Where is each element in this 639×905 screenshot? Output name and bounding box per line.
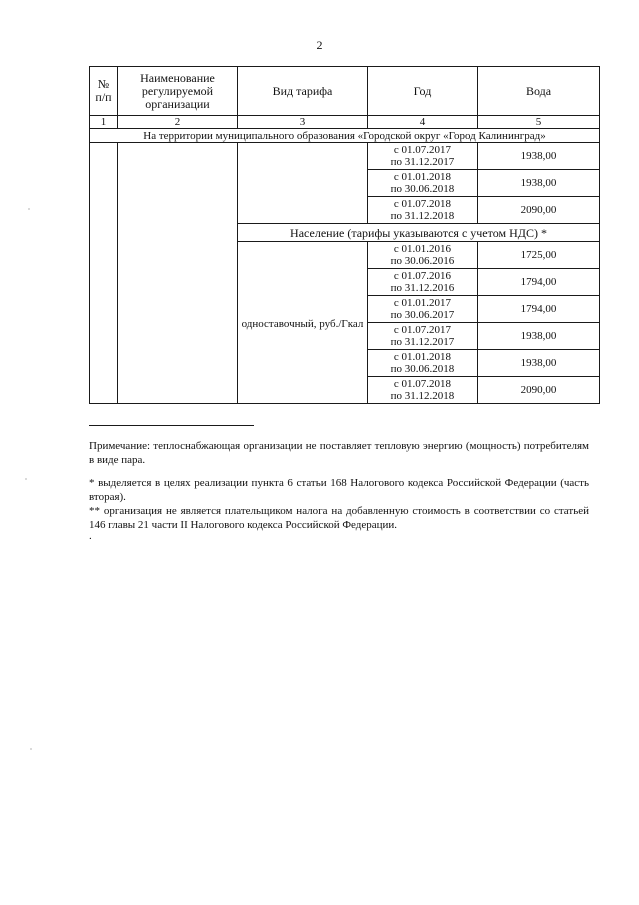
period-to: по 30.06.2018 bbox=[390, 363, 455, 375]
tariff-blank-cell bbox=[238, 143, 368, 224]
period-cell bbox=[368, 197, 478, 224]
header-num: № п/п bbox=[90, 67, 118, 116]
col-number: 3 bbox=[238, 116, 368, 129]
water-value: 1794,00 bbox=[478, 269, 600, 296]
period-from: с 01.01.2018 bbox=[393, 351, 452, 363]
territory-row bbox=[90, 129, 600, 143]
period-cell bbox=[368, 269, 478, 296]
col-number: 1 bbox=[90, 116, 118, 129]
column-number-row bbox=[90, 116, 600, 129]
water-value: 2090,00 bbox=[478, 377, 600, 404]
table-row bbox=[90, 143, 600, 170]
num-cell bbox=[90, 143, 118, 404]
period-from: с 01.07.2018 bbox=[393, 198, 452, 210]
note-remark: Примечание: теплоснабжающая организации не поставляет тепловую энергию (мощность) потребителям в виде пара. bbox=[89, 440, 589, 466]
note-nonpayer-footnote: ** организация не является плательщиком налога на добавленную стоимость в соответствии со статьей 146 главы 21 части II Налогового кодекса Российской Федерации. bbox=[89, 505, 589, 531]
water-value: 1938,00 bbox=[478, 350, 600, 377]
period-cell bbox=[368, 350, 478, 377]
water-value: 2090,00 bbox=[478, 197, 600, 224]
water-value: 1938,00 bbox=[478, 323, 600, 350]
period-cell bbox=[368, 323, 478, 350]
col-number: 2 bbox=[118, 116, 238, 129]
tariff-table bbox=[89, 66, 600, 404]
scan-speck bbox=[30, 748, 32, 750]
water-value: 1938,00 bbox=[478, 143, 600, 170]
col-number: 4 bbox=[368, 116, 478, 129]
period-to: по 31.12.2018 bbox=[390, 390, 455, 402]
table-header-row bbox=[90, 67, 600, 116]
water-value: 1794,00 bbox=[478, 296, 600, 323]
header-tariff-type: Вид тарифа bbox=[238, 67, 368, 116]
water-value: 1725,00 bbox=[478, 242, 600, 269]
scan-speck bbox=[25, 478, 27, 480]
period-from: с 01.01.2017 bbox=[393, 297, 452, 309]
col-number: 5 bbox=[478, 116, 600, 129]
period-to: по 31.12.2017 bbox=[390, 336, 455, 348]
period-to: по 31.12.2017 bbox=[390, 156, 455, 168]
period-from: с 01.07.2017 bbox=[393, 324, 452, 336]
tariff-name: одноставочный, руб./Гкал bbox=[238, 242, 368, 404]
period-from: с 01.07.2017 bbox=[393, 144, 452, 156]
territory-heading: На территории муниципального образования «Городской округ «Город Калининград» bbox=[90, 129, 600, 143]
header-water: Вода bbox=[478, 67, 600, 116]
period-from: с 01.07.2016 bbox=[393, 270, 452, 282]
header-org: Наименование регулируемой организации bbox=[118, 67, 238, 116]
period-cell bbox=[368, 143, 478, 170]
header-year: Год bbox=[368, 67, 478, 116]
footnote-divider bbox=[89, 425, 254, 426]
page-number: 2 bbox=[316, 38, 323, 52]
note-vat-footnote: * выделяется в целях реализации пункта 6 статьи 168 Налогового кодекса Российской Федерации (часть вторая). bbox=[89, 477, 589, 503]
period-cell bbox=[368, 170, 478, 197]
period-from: с 01.07.2018 bbox=[393, 378, 452, 390]
period-cell bbox=[368, 377, 478, 404]
period-cell bbox=[368, 296, 478, 323]
period-from: с 01.01.2018 bbox=[393, 171, 452, 183]
population-heading: Население (тарифы указываются с учетом НДС) * bbox=[238, 224, 600, 242]
period-to: по 30.06.2016 bbox=[390, 255, 455, 267]
period-from: с 01.01.2016 bbox=[393, 243, 452, 255]
period-to: по 30.06.2017 bbox=[390, 309, 455, 321]
org-cell bbox=[118, 143, 238, 404]
note-stray-dot: . bbox=[89, 530, 92, 542]
period-cell bbox=[368, 242, 478, 269]
period-to: по 31.12.2016 bbox=[390, 282, 455, 294]
period-to: по 30.06.2018 bbox=[390, 183, 455, 195]
period-to: по 31.12.2018 bbox=[390, 210, 455, 222]
water-value: 1938,00 bbox=[478, 170, 600, 197]
scan-speck bbox=[28, 208, 30, 210]
